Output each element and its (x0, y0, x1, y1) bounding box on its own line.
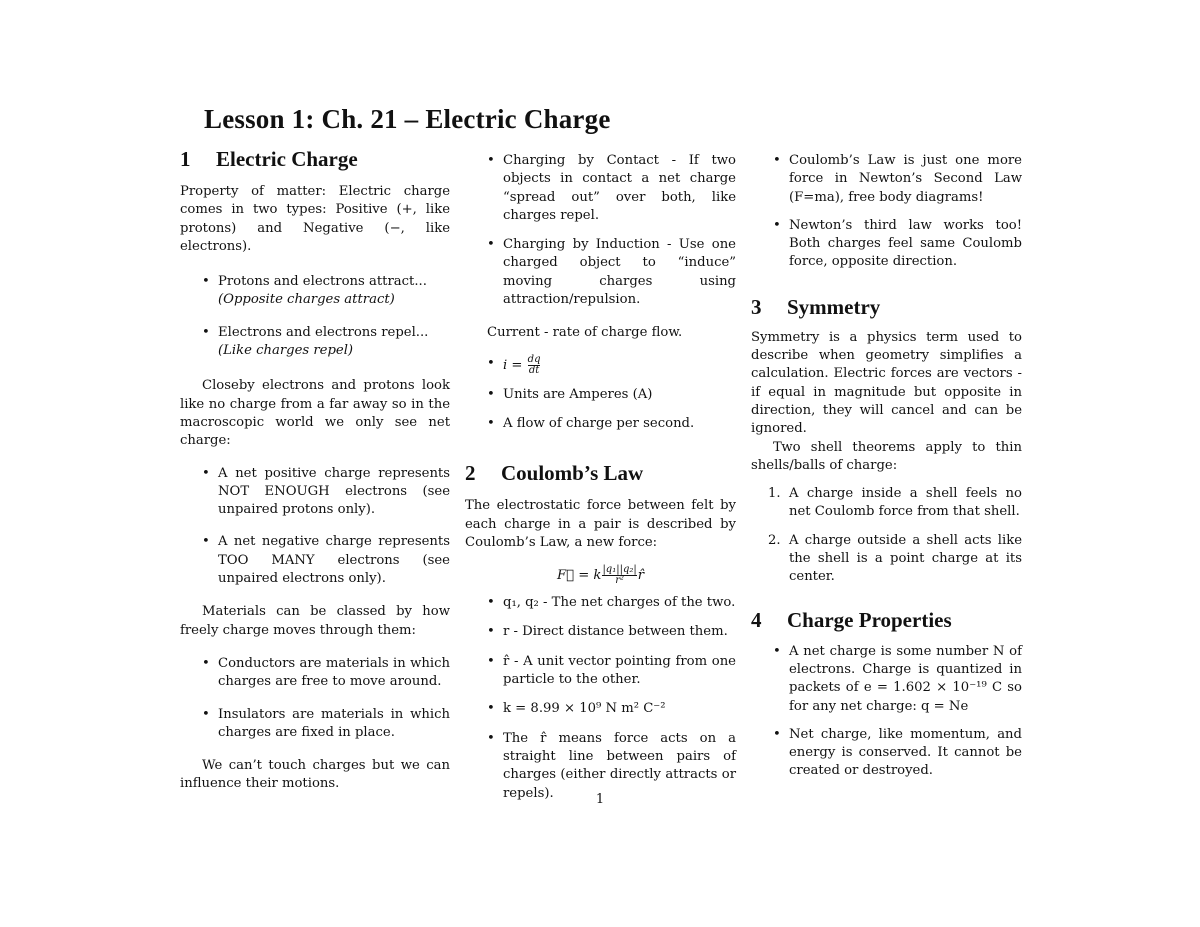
list-item (751, 532, 1022, 587)
paragraph: The electrostatic force between felt by each charge in a pair is described by Coulomb’s Law, a new force: (465, 498, 736, 550)
list-item-text: Electrons and electrons repel... (218, 324, 429, 340)
column-2 (465, 152, 736, 803)
section-2-heading (465, 460, 736, 486)
section-4-heading (751, 607, 1022, 633)
section-title: Symmetry (787, 294, 881, 319)
bullet-list (465, 594, 736, 803)
bullet-list (180, 273, 450, 360)
list-item (180, 273, 450, 310)
fraction (602, 565, 636, 586)
column-1 (180, 146, 450, 794)
section-1-heading (180, 146, 450, 172)
section-number: 1 (180, 147, 191, 171)
bullet-list (180, 465, 450, 589)
bullet-list (751, 643, 1022, 781)
paragraph: Property of matter: Electric charge comes in two types: Positive (+, like protons) and Negative (−, like electrons). (180, 184, 450, 254)
bullet-list (465, 355, 736, 434)
paragraph: Materials can be classed by how freely charge moves through them: (180, 604, 450, 638)
list-item: • q₁, q₂ - The net charges of the two. (465, 594, 736, 612)
section-3-heading (751, 294, 1022, 320)
list-item: • A net charge is some number N of electrons. Charge is quantized in packets of e = 1.602 × 10⁻¹⁹ C so for any net charge: q = Ne (751, 643, 1022, 716)
denominator: r² (602, 575, 636, 586)
list-item: • Units are Amperes (A) (465, 386, 736, 404)
paragraph: We can’t touch charges but we can influence their motions. (180, 758, 450, 792)
numerator: dq (527, 353, 541, 365)
document-title: Lesson 1: Ch. 21 – Electric Charge (204, 104, 611, 134)
list-item: • A net negative charge represents TOO MANY electrons (see unpaired electrons only). (180, 533, 450, 588)
paragraph: Closeby electrons and protons look like no charge from a far away so in the macroscopic world we only see net charge: (180, 378, 450, 449)
list-item-text: A charge inside a shell feels no net Coulomb force from that shell. (789, 486, 1022, 520)
section-number: 2 (465, 461, 476, 486)
list-item: • The r̂ means force acts on a straight line between pairs of charges (either directly attracts or repels). (465, 730, 736, 803)
numerator: |q₁||q₂| (602, 564, 637, 576)
list-item: • Net charge, like momentum, and energy is conserved. It cannot be created or destroyed. (751, 726, 1022, 781)
bullet-list (751, 152, 1022, 272)
equation-lhs: F⃗ = k (556, 568, 602, 584)
list-marker: 2. (768, 532, 781, 548)
fraction (528, 355, 541, 376)
list-item: • Coulomb’s Law is just one more force in Newton’s Second Law (F=ma), free body diagrams! (751, 152, 1022, 207)
list-item (180, 324, 450, 361)
list-item: • Charging by Induction - Use one charged object to “induce” moving charges using attraction/repulsion. (465, 236, 736, 309)
denominator: dt (528, 364, 540, 376)
list-item-note: (Opposite charges attract) (218, 292, 395, 308)
column-3 (751, 152, 1022, 781)
section-title: Electric Charge (216, 147, 358, 171)
list-item: • A net positive charge represents NOT ENOUGH electrons (see unpaired protons only). (180, 465, 450, 520)
list-item: • r̂ - A unit vector pointing from one particle to the other. (465, 653, 736, 690)
list-item: • Newton’s third law works too! Both charges feel same Coulomb force, opposite direction. (751, 217, 1022, 272)
section-title: Charge Properties (787, 607, 952, 632)
formula-lhs: i = (503, 357, 523, 373)
list-item-note: (Like charges repel) (218, 343, 354, 359)
equation-rhs: r̂ (637, 568, 645, 584)
paragraph: Symmetry is a physics term used to describe when geometry simplifies a calculation. Electric forces are vectors - if equal in magnitude but opposite in direction, they will cancel and can be ignored. (751, 329, 1022, 437)
bullet-list (465, 152, 736, 309)
section-number: 3 (751, 294, 762, 319)
page-number: 1 (595, 792, 605, 807)
section-title: Coulomb’s Law (501, 461, 644, 486)
list-item (751, 485, 1022, 522)
list-item-text: A charge outside a shell acts like the shell is a point charge at its center. (789, 532, 1022, 585)
list-item: • A flow of charge per second. (465, 415, 736, 433)
list-item: • Insulators are materials in which charges are fixed in place. (180, 706, 450, 743)
list-item (465, 355, 736, 376)
paragraph: Current - rate of charge flow. (487, 325, 683, 341)
coulomb-equation (465, 565, 736, 586)
list-item: • Charging by Contact - If two objects in contact a net charge “spread out” over both, like charges repel. (465, 152, 736, 225)
list-item: • k = 8.99 × 10⁹ N m² C⁻² (465, 700, 736, 718)
bullet-list (180, 655, 450, 742)
section-number: 4 (751, 607, 762, 632)
list-item: • r - Direct distance between them. (465, 623, 736, 641)
paragraph: Two shell theorems apply to thin shells/balls of charge: (751, 439, 1022, 473)
numbered-list (751, 485, 1022, 586)
list-marker: 1. (768, 486, 781, 502)
list-item: • Conductors are materials in which charges are free to move around. (180, 655, 450, 692)
list-item-text: Protons and electrons attract... (218, 274, 427, 290)
